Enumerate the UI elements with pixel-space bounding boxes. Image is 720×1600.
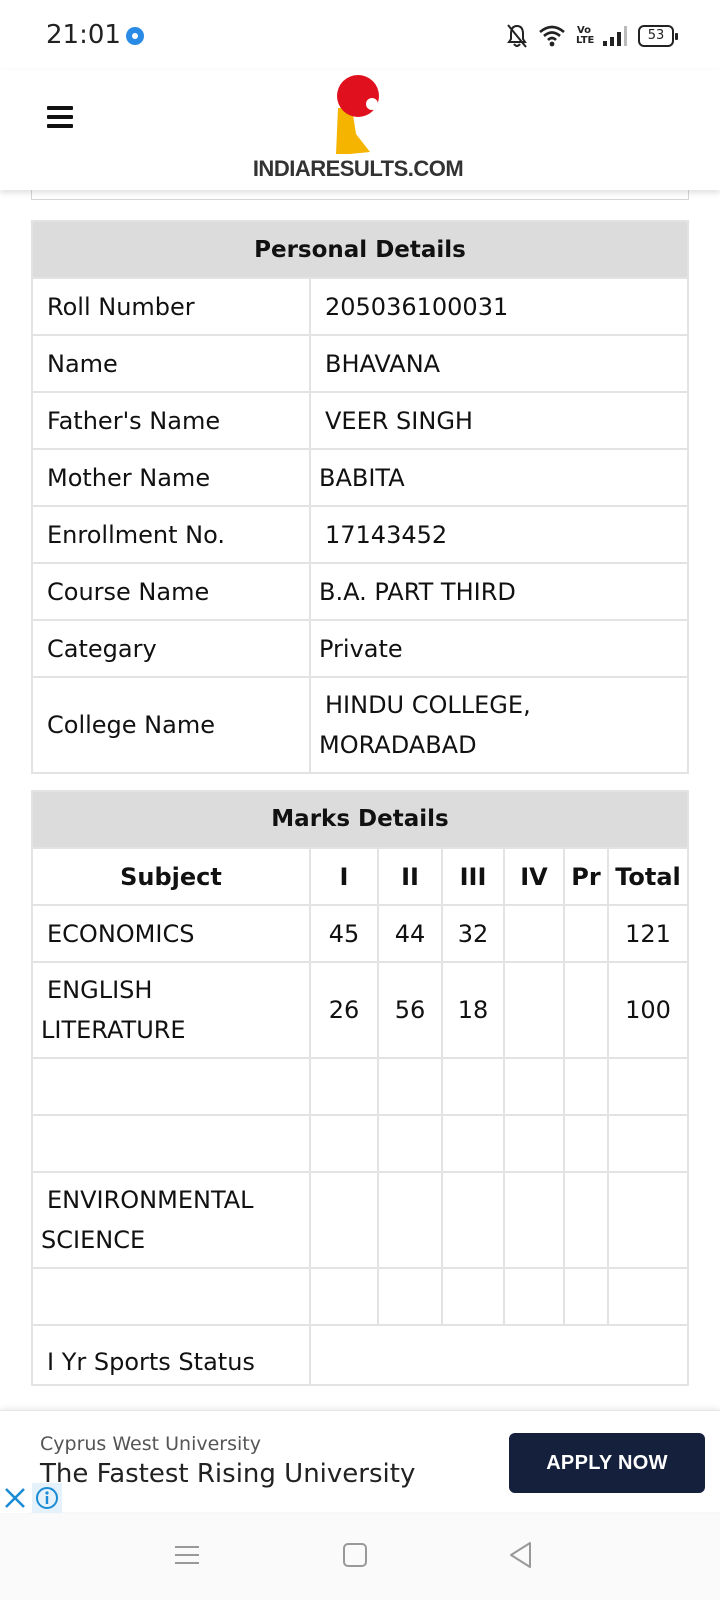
sports-status-value: [310, 1325, 688, 1385]
signal-icon: [602, 24, 628, 48]
mark-cell: [378, 1058, 442, 1115]
total-cell: [608, 1115, 688, 1172]
mark-cell: 45: [310, 905, 378, 962]
status-time: 21:01: [46, 20, 121, 50]
site-logo[interactable]: [250, 74, 466, 186]
subject-cell: [32, 1058, 310, 1115]
father-name-value: VEER SINGH: [310, 392, 688, 449]
mark-cell: [504, 962, 564, 1058]
total-cell: [608, 1172, 688, 1268]
table-row: [32, 392, 688, 449]
mark-cell: [564, 905, 608, 962]
mark-cell: [564, 1058, 608, 1115]
mark-cell: 18: [442, 962, 504, 1058]
row-label: Categary: [32, 620, 310, 677]
mark-cell: 26: [310, 962, 378, 1058]
recent-apps-icon[interactable]: [172, 1540, 202, 1570]
mark-cell: [504, 1172, 564, 1268]
logo-text: INDIARESULTS.COM: [252, 156, 464, 181]
table-row: [32, 278, 688, 335]
personal-details-heading: Personal Details: [32, 221, 688, 278]
mark-cell: 56: [378, 962, 442, 1058]
mark-cell: [310, 1172, 378, 1268]
system-nav-bar: [0, 1512, 720, 1600]
total-cell: [608, 1058, 688, 1115]
ad-sponsor: Cyprus West University: [40, 1433, 261, 1455]
row-label: College Name: [32, 677, 310, 773]
mark-cell: [310, 1268, 378, 1325]
battery-icon: 53: [638, 25, 674, 47]
roll-number-value: 205036100031: [310, 278, 688, 335]
subject-cell: [32, 1172, 310, 1268]
subject-cell: [32, 1115, 310, 1172]
table-row: [32, 1172, 688, 1268]
column-header-iv: IV: [504, 848, 564, 905]
marks-details-table: [31, 790, 689, 1386]
table-row: [32, 1115, 688, 1172]
mark-cell: [504, 1115, 564, 1172]
back-icon[interactable]: [506, 1540, 536, 1570]
course-name-value: B.A. PART THIRD: [310, 563, 688, 620]
ad-banner[interactable]: [0, 1410, 720, 1512]
table-row: [32, 335, 688, 392]
ad-headline[interactable]: The Fastest Rising University: [40, 1459, 416, 1489]
total-cell: 100: [608, 962, 688, 1058]
apply-now-button[interactable]: APPLY NOW: [509, 1433, 705, 1493]
subject-line1: ENVIRONMENTAL: [47, 1186, 254, 1214]
mark-cell: [504, 905, 564, 962]
college-name-line2: MORADABAD: [319, 731, 477, 759]
row-label: Name: [32, 335, 310, 392]
info-icon[interactable]: [32, 1483, 62, 1513]
mark-cell: [564, 1115, 608, 1172]
column-header-total: Total: [608, 848, 688, 905]
mark-cell: [504, 1058, 564, 1115]
mark-cell: [442, 1058, 504, 1115]
status-bar: [0, 0, 720, 70]
logo-icon: [330, 74, 386, 158]
row-label: Roll Number: [32, 278, 310, 335]
table-row: [32, 1268, 688, 1325]
table-row: [32, 620, 688, 677]
app-notification-icon: [126, 27, 144, 45]
mother-name-value: BABITA: [310, 449, 688, 506]
college-name-line1: HINDU COLLEGE,: [325, 691, 531, 719]
mark-cell: [310, 1058, 378, 1115]
menu-icon[interactable]: [47, 106, 73, 128]
enrollment-value: 17143452: [310, 506, 688, 563]
table-row: [32, 449, 688, 506]
mark-cell: [442, 1268, 504, 1325]
home-icon[interactable]: [340, 1540, 370, 1570]
mark-cell: [564, 962, 608, 1058]
personal-details-table: [31, 220, 689, 774]
table-row: [32, 563, 688, 620]
row-label: Enrollment No.: [32, 506, 310, 563]
mark-cell: [378, 1268, 442, 1325]
total-cell: 121: [608, 905, 688, 962]
subject-cell: [32, 962, 310, 1058]
mark-cell: 32: [442, 905, 504, 962]
subject-line2: LITERATURE: [41, 1016, 186, 1044]
result-content: [31, 190, 689, 1410]
mark-cell: [442, 1115, 504, 1172]
wifi-icon: [538, 24, 566, 48]
site-header: [0, 70, 720, 190]
name-value: BHAVANA: [310, 335, 688, 392]
table-row: [32, 905, 688, 962]
bell-muted-icon: [506, 23, 528, 49]
column-header-pr: Pr: [564, 848, 608, 905]
mark-cell: [504, 1268, 564, 1325]
row-label: Course Name: [32, 563, 310, 620]
category-value: Private: [310, 620, 688, 677]
table-row: [32, 1058, 688, 1115]
table-row: [32, 506, 688, 563]
column-header-subject: Subject: [32, 848, 310, 905]
table-header-row: [32, 848, 688, 905]
marks-details-heading: Marks Details: [32, 791, 688, 848]
subject-cell: ECONOMICS: [32, 905, 310, 962]
total-cell: [608, 1268, 688, 1325]
subject-line2: SCIENCE: [41, 1226, 146, 1254]
table-row: [32, 1325, 688, 1385]
mark-cell: [378, 1172, 442, 1268]
status-icons: [506, 22, 674, 50]
table-row: [32, 962, 688, 1058]
mark-cell: [564, 1172, 608, 1268]
mark-cell: 44: [378, 905, 442, 962]
mark-cell: [310, 1115, 378, 1172]
mark-cell: [564, 1268, 608, 1325]
subject-cell: [32, 1268, 310, 1325]
column-header-i: I: [310, 848, 378, 905]
volte-indicator: Vo LTE: [576, 25, 595, 46]
column-header-iii: III: [442, 848, 504, 905]
mark-cell: [442, 1172, 504, 1268]
previous-section-edge: [31, 190, 689, 200]
sports-status-label: I Yr Sports Status: [32, 1325, 310, 1385]
row-label: Mother Name: [32, 449, 310, 506]
subject-line1: ENGLISH: [47, 976, 153, 1004]
table-row: [32, 677, 688, 773]
college-name-value: [310, 677, 688, 773]
row-label: Father's Name: [32, 392, 310, 449]
mark-cell: [378, 1115, 442, 1172]
close-icon[interactable]: [0, 1483, 30, 1513]
column-header-ii: II: [378, 848, 442, 905]
